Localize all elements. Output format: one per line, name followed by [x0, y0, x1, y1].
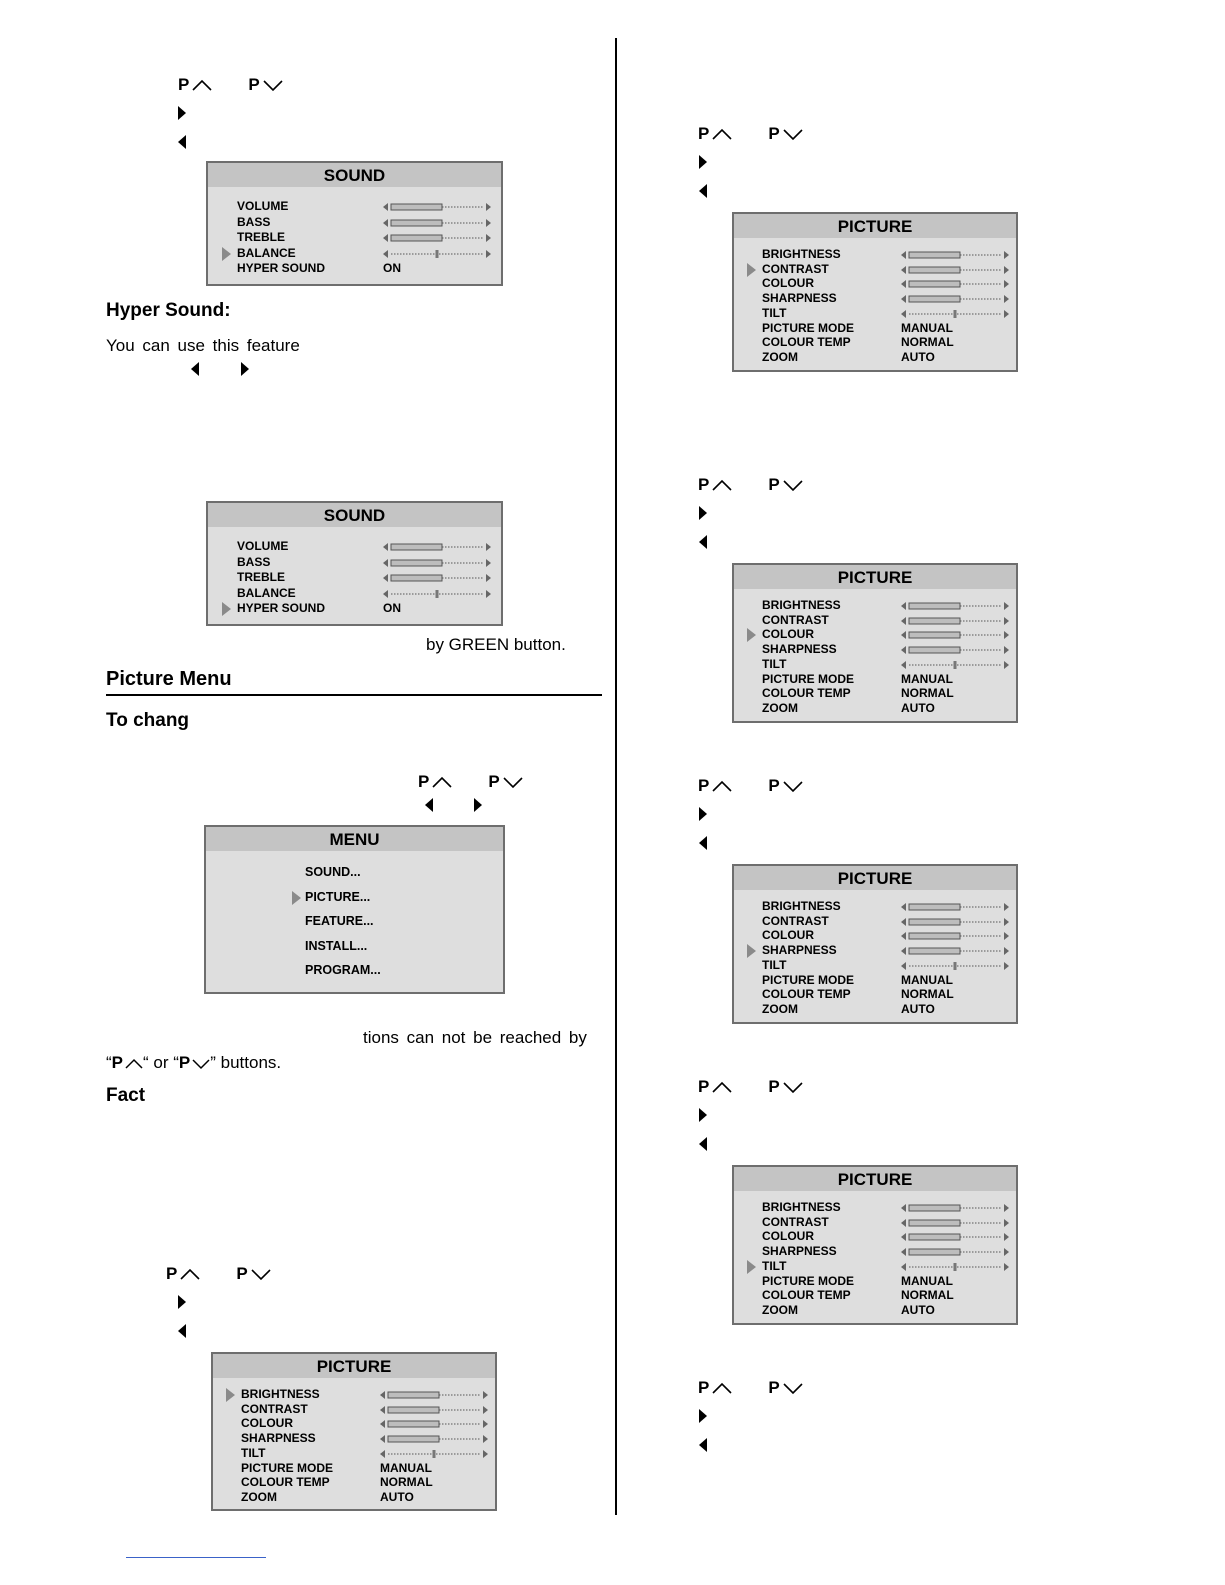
fact-heading: Fact: [106, 1085, 146, 1106]
p-up-key: P: [698, 1378, 732, 1398]
picture-menu-osd-2: [732, 212, 1018, 372]
osd-value: MANUAL: [901, 972, 953, 987]
level-slider: [901, 1232, 1009, 1242]
picture-menu-title: PICTURE: [213, 1354, 495, 1378]
osd-label: COLOUR: [241, 1416, 293, 1431]
osd-row: [213, 1446, 495, 1461]
p-keys-line: [698, 1375, 803, 1401]
osd-row: [213, 1431, 495, 1446]
picture-menu-title: PICTURE: [734, 866, 1016, 890]
p-up-key: P: [698, 776, 732, 796]
osd-label: BRIGHTNESS: [762, 247, 841, 261]
osd-value: NORMAL: [901, 335, 954, 350]
picture-menu-osd-4: [732, 864, 1018, 1024]
marker-slider: [901, 1262, 1009, 1272]
left-arrow-icon: [190, 361, 200, 377]
osd-value: AUTO: [901, 349, 935, 364]
osd-row: [213, 1402, 495, 1417]
osd-value: AUTO: [380, 1489, 414, 1504]
osd-label: TILT: [762, 656, 787, 671]
level-slider: [901, 902, 1009, 912]
left-arrow-icon: [698, 1437, 708, 1453]
p-down-key: P: [768, 776, 802, 796]
osd-row: [213, 1461, 495, 1476]
osd-label: COLOUR: [762, 928, 814, 943]
p-down-key: P: [488, 772, 522, 792]
osd-row: [208, 539, 501, 554]
level-slider: [380, 1405, 488, 1415]
osd-row: [734, 1215, 1016, 1230]
osd-row: [213, 1475, 495, 1490]
p-up-key: P: [418, 772, 452, 792]
osd-label: PICTURE MODE: [762, 1273, 855, 1288]
main-menu-osd: [204, 825, 505, 994]
level-slider: [901, 1247, 1009, 1257]
level-slider: [901, 645, 1009, 655]
osd-row: [734, 613, 1016, 628]
osd-row: [734, 672, 1016, 687]
osd-value: MANUAL: [380, 1460, 432, 1475]
osd-label: ZOOM: [762, 349, 798, 364]
osd-label: COLOUR TEMP: [241, 1475, 330, 1490]
osd-label: VOLUME: [237, 539, 289, 553]
selection-pointer-icon: [226, 1388, 235, 1402]
left-arrow-icon: [698, 183, 708, 199]
osd-row: [734, 1274, 1016, 1289]
osd-label: SHARPNESS: [762, 1244, 837, 1259]
osd-label: PICTURE MODE: [762, 671, 855, 686]
osd-row: [734, 1288, 1016, 1303]
osd-label: TREBLE: [237, 230, 285, 244]
selection-pointer-icon: [292, 891, 301, 905]
p-keys-line: [698, 472, 803, 498]
osd-label: COLOUR: [762, 276, 814, 291]
osd-row: [208, 215, 501, 230]
level-slider: [901, 265, 1009, 275]
osd-label: CONTRAST: [762, 612, 829, 627]
osd-value: MANUAL: [901, 671, 953, 686]
level-slider: [901, 250, 1009, 260]
right-arrow-icon: [698, 154, 708, 170]
picture-menu-osd-5: [732, 1165, 1018, 1325]
level-slider: [383, 542, 491, 552]
osd-row: [734, 350, 1016, 365]
p-down-key: P: [768, 1077, 802, 1097]
osd-row: [734, 899, 1016, 914]
level-slider: [901, 1203, 1009, 1213]
osd-label: ZOOM: [762, 1302, 798, 1317]
right-arrow-icon: [698, 806, 708, 822]
osd-label: BRIGHTNESS: [762, 598, 841, 612]
osd-row: [734, 291, 1016, 306]
osd-row: [208, 199, 501, 214]
osd-row: [208, 230, 501, 245]
osd-label: SHARPNESS: [762, 943, 837, 958]
osd-label: TILT: [762, 305, 787, 320]
menu-item: PROGRAM...: [305, 963, 381, 977]
osd-label: BASS: [237, 214, 271, 229]
picture-menu-title: PICTURE: [734, 565, 1016, 589]
p-keys-line: [698, 773, 803, 799]
osd-label: ZOOM: [241, 1489, 277, 1504]
p-up-key: P: [698, 1077, 732, 1097]
osd-label: TREBLE: [237, 570, 285, 584]
left-arrow-icon: [424, 797, 434, 813]
right-arrow-icon: [177, 105, 187, 121]
menu-item: FEATURE...: [305, 914, 374, 928]
marker-slider: [380, 1449, 488, 1459]
osd-row: [208, 601, 501, 616]
osd-row: [208, 246, 501, 261]
osd-label: TILT: [241, 1445, 266, 1460]
osd-row: [213, 1387, 495, 1402]
osd-value: MANUAL: [901, 1273, 953, 1288]
osd-row: [734, 642, 1016, 657]
osd-label: PICTURE MODE: [241, 1460, 334, 1475]
p-keys-line: [178, 72, 283, 98]
picture-menu-heading: Picture Menu: [106, 668, 232, 690]
osd-label: COLOUR TEMP: [762, 335, 851, 350]
osd-row: [734, 627, 1016, 642]
osd-row: [734, 928, 1016, 943]
selection-pointer-icon: [747, 263, 756, 277]
osd-value: ON: [383, 601, 401, 615]
osd-row: [734, 973, 1016, 988]
osd-row: [734, 943, 1016, 958]
right-arrow-icon: [698, 505, 708, 521]
osd-row: [734, 1200, 1016, 1215]
osd-label: CONTRAST: [762, 913, 829, 928]
osd-label: BALANCE: [237, 585, 296, 600]
left-arrow-icon: [698, 1136, 708, 1152]
level-slider: [380, 1390, 488, 1400]
marker-slider: [383, 589, 491, 599]
menu-item: INSTALL...: [305, 938, 368, 953]
selection-pointer-icon: [222, 247, 231, 261]
left-arrow-icon: [177, 1323, 187, 1339]
osd-row: [734, 686, 1016, 701]
hyper-sound-heading: Hyper Sound:: [106, 300, 231, 321]
osd-label: COLOUR TEMP: [762, 987, 851, 1002]
heading-rule: [106, 694, 602, 696]
osd-label: COLOUR: [762, 627, 814, 642]
osd-label: BRIGHTNESS: [762, 1200, 841, 1214]
sound-menu-title: SOUND: [208, 163, 501, 187]
osd-row: [734, 247, 1016, 262]
level-slider: [380, 1419, 488, 1429]
osd-value: NORMAL: [901, 1288, 954, 1303]
osd-value: NORMAL: [901, 987, 954, 1002]
osd-row: [734, 914, 1016, 929]
osd-row: [208, 555, 501, 570]
osd-value: NORMAL: [380, 1475, 433, 1490]
osd-row: [734, 958, 1016, 973]
selection-pointer-icon: [747, 1260, 756, 1274]
osd-label: COLOUR: [762, 1229, 814, 1244]
level-slider: [901, 601, 1009, 611]
level-slider: [380, 1434, 488, 1444]
osd-row: [734, 657, 1016, 672]
osd-label: CONTRAST: [762, 1214, 829, 1229]
osd-label: BRIGHTNESS: [241, 1387, 320, 1401]
p-keys-line: [166, 1261, 271, 1287]
left-arrow-icon: [177, 134, 187, 150]
osd-row: [734, 306, 1016, 321]
p-up-key: P: [698, 475, 732, 495]
right-arrow-icon: [698, 1107, 708, 1123]
osd-label: VOLUME: [237, 199, 289, 213]
osd-row: [734, 262, 1016, 277]
osd-label: COLOUR TEMP: [762, 1288, 851, 1303]
osd-label: BRIGHTNESS: [762, 899, 841, 913]
level-slider: [383, 218, 491, 228]
left-arrow-icon: [698, 534, 708, 550]
p-up-key: P: [698, 124, 732, 144]
level-slider: [383, 558, 491, 568]
main-menu-title: MENU: [206, 827, 503, 851]
selection-pointer-icon: [747, 944, 756, 958]
p-up-key: P: [178, 75, 212, 95]
level-slider: [901, 279, 1009, 289]
osd-value: NORMAL: [901, 686, 954, 701]
osd-row: [734, 1303, 1016, 1318]
picture-menu-osd-1: [211, 1352, 497, 1511]
osd-label: BASS: [237, 554, 271, 569]
menu-item: PICTURE...: [305, 889, 371, 904]
right-arrow-icon: [473, 797, 483, 813]
marker-slider: [383, 249, 491, 259]
picture-menu-title: PICTURE: [734, 1167, 1016, 1191]
right-arrow-icon: [698, 1408, 708, 1424]
level-slider: [901, 294, 1009, 304]
level-slider: [383, 233, 491, 243]
level-slider: [383, 202, 491, 212]
level-slider: [383, 573, 491, 583]
osd-label: SHARPNESS: [762, 291, 837, 306]
osd-label: PICTURE MODE: [762, 320, 855, 335]
right-arrow-icon: [240, 361, 250, 377]
osd-row: [734, 1002, 1016, 1017]
hyper-sound-body: You can use this feature: [106, 336, 300, 355]
picture-menu-osd-3: [732, 563, 1018, 723]
osd-value: ON: [383, 261, 401, 275]
osd-label: SHARPNESS: [762, 642, 837, 657]
p-down-key: P: [768, 124, 802, 144]
osd-row: [213, 1490, 495, 1505]
marker-slider: [901, 660, 1009, 670]
osd-row: [734, 335, 1016, 350]
not-reached-line-2: “ P “ or “ P ” buttons.: [106, 1053, 282, 1072]
osd-value: AUTO: [901, 700, 935, 715]
right-arrow-icon: [177, 1294, 187, 1310]
selection-pointer-icon: [222, 602, 231, 616]
osd-row: [734, 276, 1016, 291]
level-slider: [901, 630, 1009, 640]
p-down-key: P: [236, 1264, 270, 1284]
osd-label: ZOOM: [762, 700, 798, 715]
osd-row: [734, 1259, 1016, 1274]
p-keys-line: [698, 1074, 803, 1100]
level-slider: [901, 616, 1009, 626]
sound-menu-osd-1: [206, 161, 503, 286]
p-down-key: P: [768, 475, 802, 495]
osd-row: [734, 987, 1016, 1002]
osd-label: CONTRAST: [762, 261, 829, 276]
sound-menu-osd-2: [206, 501, 503, 626]
osd-label: BALANCE: [237, 245, 296, 260]
osd-label: SHARPNESS: [241, 1431, 316, 1446]
osd-row: [734, 598, 1016, 613]
not-reached-line-1: tions can not be reached by: [363, 1028, 587, 1047]
osd-label: TILT: [762, 1258, 787, 1273]
osd-row: [208, 586, 501, 601]
level-slider: [901, 931, 1009, 941]
left-arrow-icon: [698, 835, 708, 851]
osd-value: MANUAL: [901, 320, 953, 335]
level-slider: [901, 1218, 1009, 1228]
p-up-key: P: [166, 1264, 200, 1284]
green-button-note: by GREEN button.: [426, 635, 566, 654]
p-keys-line: [698, 121, 803, 147]
osd-row: [208, 261, 501, 276]
osd-row: [734, 321, 1016, 336]
p-keys-line: [418, 769, 523, 795]
sound-menu-title: SOUND: [208, 503, 501, 527]
osd-row: [208, 570, 501, 585]
osd-value: AUTO: [901, 1001, 935, 1016]
to-change-heading: To chang: [106, 710, 190, 731]
p-down-key: P: [768, 1378, 802, 1398]
osd-label: HYPER SOUND: [237, 261, 326, 275]
osd-label: TILT: [762, 957, 787, 972]
marker-slider: [901, 309, 1009, 319]
osd-label: COLOUR TEMP: [762, 686, 851, 701]
footer-link-underline: [126, 1557, 266, 1558]
osd-label: ZOOM: [762, 1001, 798, 1016]
level-slider: [901, 946, 1009, 956]
selection-pointer-icon: [747, 628, 756, 642]
osd-row: [734, 701, 1016, 716]
osd-row: [213, 1416, 495, 1431]
marker-slider: [901, 961, 1009, 971]
level-slider: [901, 917, 1009, 927]
osd-row: [734, 1229, 1016, 1244]
osd-label: PICTURE MODE: [762, 972, 855, 987]
osd-label: HYPER SOUND: [237, 601, 326, 615]
menu-item: SOUND...: [305, 865, 361, 879]
osd-value: AUTO: [901, 1302, 935, 1317]
osd-label: CONTRAST: [241, 1401, 308, 1416]
p-down-key: P: [248, 75, 282, 95]
osd-row: [734, 1244, 1016, 1259]
picture-menu-title: PICTURE: [734, 214, 1016, 238]
column-divider: [615, 38, 617, 1515]
